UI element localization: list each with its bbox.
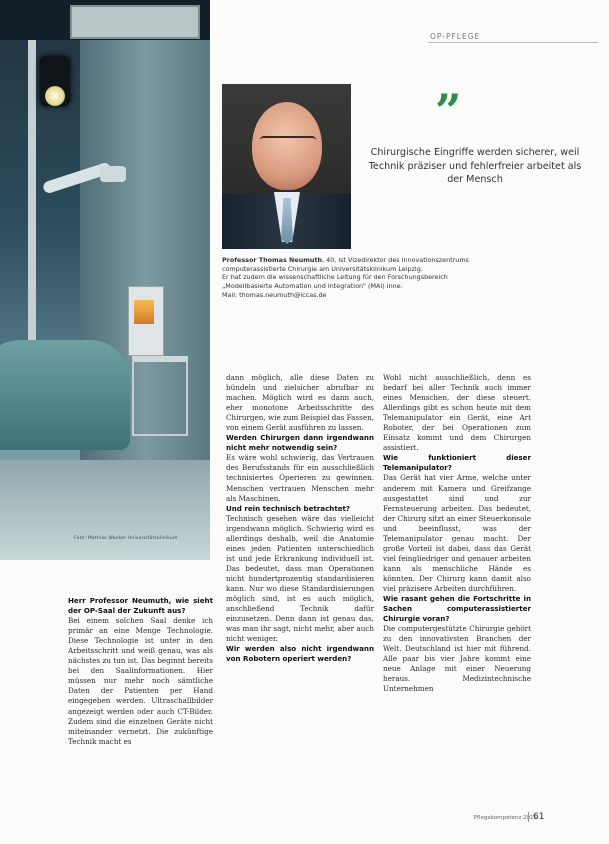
footer-issue: Pflegekompetenz 2015 <box>473 815 537 821</box>
lamp-light <box>45 86 65 106</box>
caption-line: „Modellbasierte Automation und Integration" (MAI) inne. <box>222 282 403 291</box>
page-number: 61 <box>528 812 544 822</box>
question: Wir werden also nicht irgendwann von Robotern operiert werden? <box>226 644 374 664</box>
portrait-caption <box>222 256 522 300</box>
caption-email: Mail: thomas.neumuth@iccas.de <box>222 290 327 299</box>
question: Und rein technisch betrachtet? <box>226 503 351 513</box>
answer: dann möglich, alle diese Daten zu bündeln und zielsicher abrufbar zu machen. Möglich wird es dann auch, eher monotone Arbeitsschritte des Chirurgen, wie zum Beispiel das Fassen, von einem Gerät ausführen zu lassen. <box>226 373 374 433</box>
caption-line: computerassistierte Chirurgie am Universitätsklinikum Leipzig. <box>222 264 423 273</box>
quote-mark-icon: ” <box>435 84 462 138</box>
answer: Technisch gesehen wäre das vielleicht irgendwann möglich. Schwierig wird es allerdings deshalb, weil die Anatomie eines jeden Patienten unterschiedlich ist und jede Erkrankung individuell ist. Das bedeutet, dass man Operationen nicht hundertprozentig standardisieren kann. Nur wo diese Standardisierungen möglich sind, ist es auch möglich, anschließend Technik dafür einzusetzen. Denn dann ist genau das, was man ihr sagt, nicht mehr, aber auch nicht weniger. <box>226 513 374 644</box>
question: Wie rasant gehen die Fortschritte in Sachen computerassistierter Chirurgie voran? <box>383 594 531 624</box>
question: Werden Chirurgen dann irgendwann nicht mehr notwendig sein? <box>226 433 374 453</box>
question: Herr Professor Neumuth, wie sieht der OP-Saal der Zukunft aus? <box>68 596 213 616</box>
floor <box>0 460 210 560</box>
portrait-name: Professor Thomas Neumuth <box>222 256 323 264</box>
article-column-3 <box>383 373 531 695</box>
caption-line: , 40, ist Vizedirektor des Innovationszentrums <box>322 256 469 264</box>
question: Wie funktioniert dieser Telemanipulator? <box>383 453 531 473</box>
caption-line: Er hat zudem die wissenschaftliche Leitung für den Forschungsbereich <box>222 273 448 282</box>
photo-caption: Foto: Mathias Wacker Universitätsklinikum <box>74 536 178 541</box>
section-label: OP-PFLEGE <box>430 32 481 41</box>
answer: Die computergestützte Chirurgie gehört zu den innovativsten Branchen der Welt. Deutschland ist hier mit führend. Alle paar bis vier Jahre kommt eine neue Anlage mit einer Neuerung heraus. Medizintechnische Unternehmen <box>383 624 531 694</box>
operating-room-photo <box>0 0 210 560</box>
station-screen <box>134 300 154 324</box>
ceiling-vent <box>70 5 200 39</box>
answer: Es wäre wohl schwierig, das Vertrauen des Berufsstands für ein ausschließlich technisiertes Operieren zu gewinnen. Menschen vertrauen Menschen mehr als Maschinen. <box>226 453 374 503</box>
answer: Bei einem solchen Saal denke ich primär an eine Menge Technologie. Diese Technologie ist unter in den Arbeitsschritt und weiß genau, was als nächstes zu tun ist. Das beginnt bereits bei den Saalinformationen. Hier müssen nur mehr noch sämtliche Daten der Patienten per Hand eingegeben werden. Ultraschallbilder angezeigt werden oder auch CT-Bilder. Zudem sind die einzelnen Geräte nicht miteinander vernetzt. Die zukünftige Technik macht es <box>68 616 213 746</box>
camera <box>100 166 126 182</box>
glasses <box>260 136 316 150</box>
equipment-cart <box>132 356 188 436</box>
header-rule <box>428 42 598 43</box>
answer: Das Gerät hat vier Arme, welche unter anderem mit Kamera und Greifzange ausgestattet sind und zur Fernsteuerung arbeiten. Das bedeutet, der Chirurg sitzt an einer Steuerkonsole und beeinflusst, was der Telemanipulator genau macht. Der große Vorteil ist dabei, dass das Gerät viel feingliedriger und genauer arbeiten kann als menschliche Hände es könnten. Der Chirurg kann damit also viel präzisere Arbeiten durchführen. <box>383 473 531 593</box>
portrait-photo <box>222 84 351 249</box>
equipment-pole <box>28 40 36 360</box>
article-column-2 <box>226 373 374 664</box>
article-column-1 <box>68 596 213 747</box>
answer: Wohl nicht ausschließlich, denn es bedarf bei aller Technik auch immer eines Menschen, der diese steuert. Allerdings gibt es schon heute mit dem Telemanipulator ein Gerät, eine Art Roboter, der bei Operationen zum Einsatz kommt und dem Chirurgen assistiert. <box>383 373 531 453</box>
operating-table <box>0 340 130 450</box>
pull-quote: Chirurgische Eingriffe werden sicherer, weil Technik präziser und fehlerfreier arbeitet als der Mensch <box>368 147 582 186</box>
